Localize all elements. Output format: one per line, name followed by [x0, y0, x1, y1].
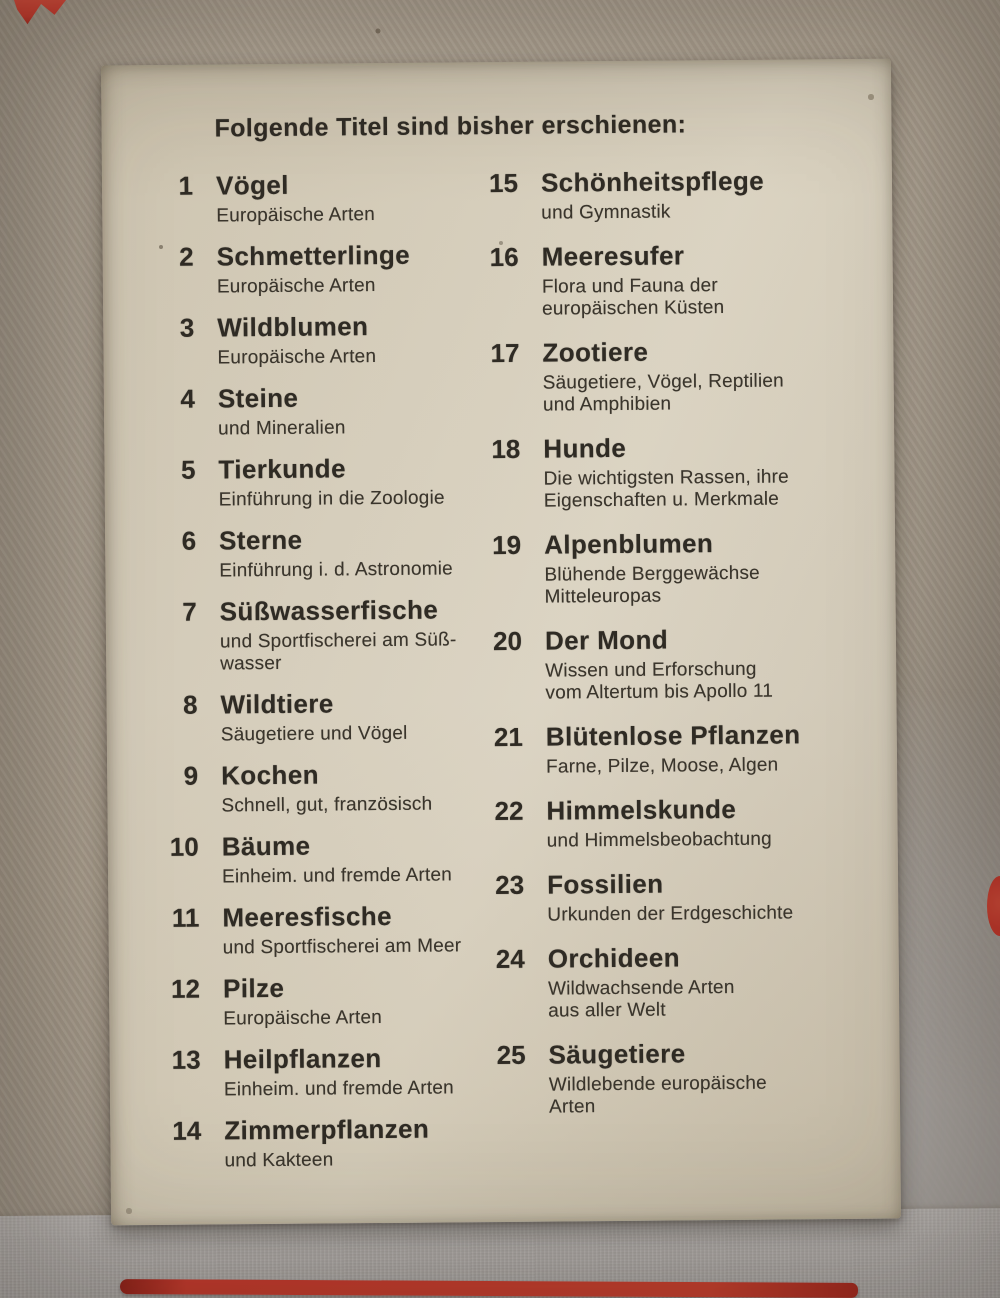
- entry-subtitle: [221, 723, 408, 747]
- page-title: Folgende Titel sind bisher erschienen:: [214, 110, 687, 143]
- entry-subtitle-line: Farne, Pilze, Moose, Algen: [546, 754, 779, 778]
- entry-title: Blütenlose Pflanzen: [545, 719, 801, 752]
- entry-subtitle: [223, 1007, 382, 1030]
- entry-subtitle-line: Urkunden der Erdgeschichte: [547, 902, 794, 926]
- entry-title: Alpenblumen: [544, 528, 714, 560]
- list-item: [477, 1035, 853, 1119]
- entry-subtitle: [219, 558, 453, 582]
- entry-title: Hunde: [543, 432, 627, 464]
- entry-title: Meeresfische: [222, 900, 393, 933]
- entry-subtitle-line: und Sportfischerei am Meer: [222, 935, 462, 959]
- list-item: [475, 791, 851, 853]
- entry-subtitle: [547, 902, 793, 926]
- entry-subtitle-line: und Amphibien: [542, 393, 672, 416]
- entry-number: 19: [492, 529, 522, 561]
- entry-title: Schmetterlinge: [216, 239, 411, 272]
- entry-subtitle: [219, 487, 445, 511]
- entry-subtitle-line: und Sportfischerei am Süß-: [219, 629, 457, 653]
- entry-title: Der Mond: [544, 624, 669, 656]
- entry-number: 9: [183, 760, 199, 791]
- entry-subtitle: [544, 563, 760, 609]
- entry-title: Himmelskunde: [546, 793, 737, 826]
- entry-number: 12: [170, 973, 201, 1004]
- entry-number: 16: [489, 241, 519, 273]
- entry-title: Zootiere: [542, 336, 649, 368]
- list-item: [477, 939, 853, 1023]
- book-back-cover: [101, 59, 901, 1226]
- entry-subtitle-line: Säugetiere, Vögel, Reptilien: [542, 370, 784, 394]
- entry-subtitle: [216, 204, 375, 227]
- entry-title: Schönheitspflege: [540, 165, 765, 198]
- fabric-specks: [0, 0, 2, 2]
- entry-title: Zimmerpflanzen: [224, 1113, 430, 1146]
- entry-subtitle-line: und Kakteen: [224, 1149, 334, 1172]
- entry-subtitle-line: Schnell, gut, französisch: [221, 793, 433, 817]
- list-item: [145, 592, 476, 676]
- entry-title: Heilpflanzen: [223, 1043, 382, 1075]
- entry-subtitle: [546, 754, 801, 778]
- entry-number: 6: [181, 525, 197, 556]
- entry-number: 11: [171, 902, 200, 933]
- entry-title: Süßwasserfische: [219, 594, 439, 627]
- entry-title: Tierkunde: [218, 453, 347, 485]
- entry-number: 21: [493, 721, 523, 753]
- list-item: [470, 237, 846, 321]
- entry-number: 13: [171, 1044, 201, 1075]
- entry-subtitle: [548, 977, 735, 1023]
- entry-subtitle-line: und Gymnastik: [541, 201, 671, 224]
- entry-number: 8: [182, 689, 198, 720]
- entry-subtitle-line: Blühende Berggewächse: [544, 562, 760, 586]
- entry-number: 10: [169, 831, 199, 862]
- entry-number: 5: [180, 454, 196, 485]
- list-item: [141, 166, 472, 228]
- entry-subtitle-line: Eigenschaften u. Merkmale: [543, 488, 780, 512]
- list-item: [143, 379, 474, 441]
- red-object-edge-top-left: [14, 0, 66, 27]
- entry-title: Steine: [217, 382, 299, 414]
- title-list-left-column: [141, 166, 480, 1185]
- list-item: [145, 685, 476, 747]
- list-item: [475, 717, 851, 779]
- entry-subtitle: [543, 466, 789, 512]
- entry-title: Wildtiere: [220, 688, 334, 720]
- entry-subtitle: [218, 417, 346, 440]
- entry-subtitle-line: Europäische Arten: [216, 275, 376, 298]
- entry-subtitle: [221, 794, 432, 818]
- entry-subtitle: [542, 275, 725, 321]
- entry-subtitle-line: europäischen Küsten: [542, 297, 725, 320]
- entry-title: Fossilien: [546, 868, 664, 900]
- entry-subtitle-line: Einführung in die Zoologie: [218, 487, 445, 511]
- list-item: [470, 163, 846, 225]
- entry-subtitle-line: Einführung i. d. Astronomie: [219, 558, 453, 582]
- entry-title: Kochen: [221, 759, 320, 791]
- entry-subtitle: [222, 864, 452, 888]
- entry-number: 4: [180, 383, 195, 414]
- entry-subtitle: [545, 659, 773, 705]
- entry-number: 24: [495, 943, 525, 975]
- entry-subtitle-line: Säugetiere und Vögel: [220, 722, 408, 746]
- entry-number: 3: [179, 312, 195, 343]
- entry-number: 1: [178, 170, 194, 201]
- entry-subtitle-line: Europäische Arten: [217, 346, 377, 369]
- list-item: [471, 333, 847, 417]
- entry-subtitle-line: Wildwachsende Arten: [547, 976, 735, 1000]
- entry-number: 23: [495, 869, 525, 901]
- list-item: [472, 429, 848, 513]
- entry-subtitle: [549, 1073, 767, 1119]
- entry-subtitle-line: Wissen und Erforschung: [545, 658, 757, 682]
- entry-subtitle-line: Europäische Arten: [216, 204, 376, 227]
- title-list-right-column: [470, 163, 853, 1134]
- entry-subtitle-line: Wildlebende europäische: [548, 1072, 767, 1096]
- entry-title: Orchideen: [547, 942, 681, 974]
- list-item: [149, 1111, 480, 1173]
- list-item: [142, 308, 473, 370]
- entry-subtitle-line: Einheim. und fremde Arten: [221, 864, 453, 888]
- entry-number: 2: [179, 241, 194, 272]
- entry-subtitle-line: und Himmelsbeobachtung: [546, 828, 772, 852]
- entry-subtitle: [547, 829, 772, 853]
- entry-subtitle: [543, 371, 785, 417]
- list-item: [147, 898, 478, 960]
- entry-title: Säugetiere: [548, 1038, 686, 1070]
- list-item: [476, 865, 852, 927]
- list-item: [144, 521, 475, 583]
- entry-subtitle: [224, 1149, 429, 1173]
- entry-title: Vögel: [215, 169, 289, 201]
- entry-title: Bäume: [221, 830, 311, 862]
- list-item: [146, 756, 477, 818]
- list-item: [148, 1040, 479, 1102]
- entry-number: 14: [172, 1115, 202, 1146]
- entry-subtitle-line: Einheim. und fremde Arten: [223, 1077, 454, 1101]
- entry-subtitle: [223, 935, 462, 959]
- list-item: [474, 621, 850, 705]
- entry-subtitle-line: und Mineralien: [218, 417, 346, 440]
- entry-subtitle-line: Europäische Arten: [223, 1007, 383, 1030]
- entry-subtitle: [541, 201, 764, 225]
- entry-number: 25: [496, 1039, 526, 1071]
- entry-subtitle-line: wasser: [220, 652, 282, 675]
- entry-number: 20: [492, 625, 523, 657]
- entry-subtitle: [217, 275, 411, 299]
- entry-title: Wildblumen: [217, 311, 369, 343]
- list-item: [143, 450, 474, 512]
- entry-number: 18: [491, 433, 521, 465]
- entry-title: Pilze: [222, 972, 285, 1004]
- entry-subtitle-line: Arten: [548, 1096, 596, 1118]
- entry-subtitle: [217, 346, 376, 369]
- entry-subtitle-line: vom Altertum bis Apollo 11: [545, 680, 774, 704]
- entry-subtitle-line: aus aller Welt: [548, 999, 666, 1022]
- entry-subtitle: [220, 629, 457, 675]
- entry-number: 7: [182, 596, 197, 627]
- entry-subtitle-line: Die wichtigsten Rassen, ihre: [543, 466, 789, 490]
- entry-title: Sterne: [218, 524, 303, 556]
- entry-subtitle-line: Mitteleuropas: [544, 585, 662, 608]
- list-item: [148, 969, 479, 1031]
- entry-title: Meeresufer: [541, 240, 685, 272]
- list-item: [473, 525, 849, 609]
- entry-number: 22: [494, 795, 524, 827]
- entry-number: 15: [488, 167, 519, 199]
- entry-subtitle: [224, 1077, 454, 1101]
- entry-subtitle-line: Flora und Fauna der: [541, 275, 718, 298]
- list-item: [141, 237, 472, 299]
- list-item: [147, 827, 478, 889]
- entry-number: 17: [490, 337, 520, 369]
